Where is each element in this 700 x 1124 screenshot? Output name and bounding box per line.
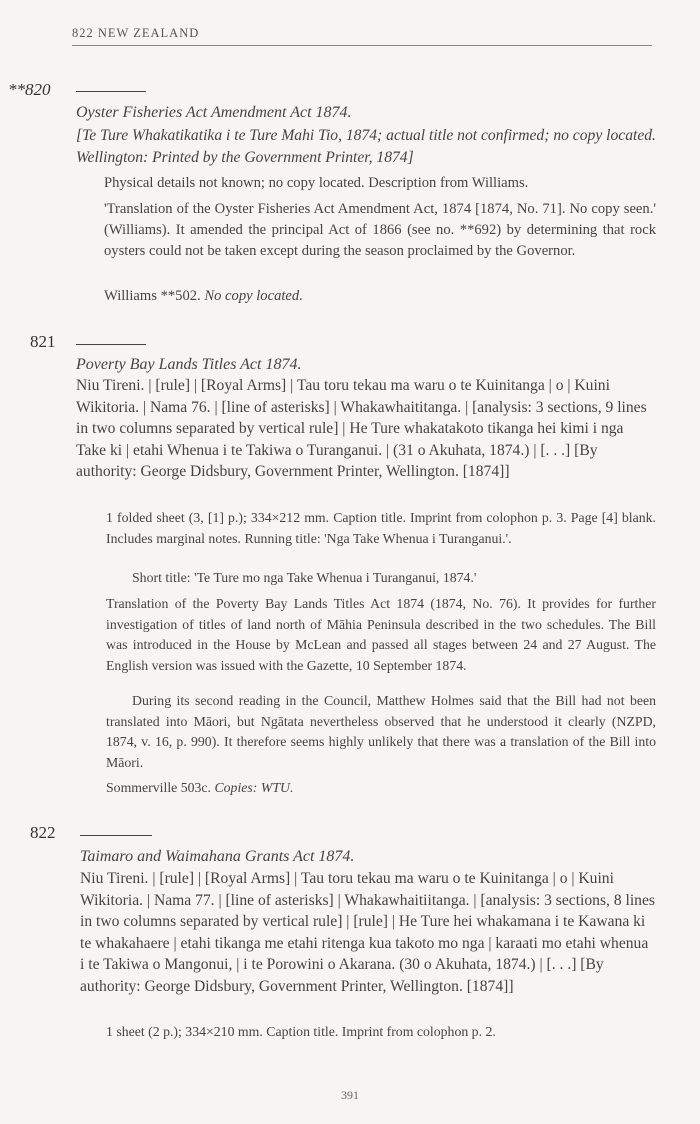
entry-rule [80,835,152,836]
short-title: Short title: 'Te Ture mo nga Take Whenua i Turanganui, 1874.' [132,570,477,585]
title-transcription: Niu Tireni. | [rule] | [Royal Arms] | Tau toru tekau ma waru o te Kuinitanga | o | Kuini Wikitoria. | Nama 76. | [line of asterisks] | Whakawhaititanga. | [analysis: 3 sections, 9 lines in two columns separated by vertical rule] | He Ture whakatakoto tikanga hei kimi i nga Take ki | etahi Whenua i te Takiwa o Turanganui. | (31 o Akuhata, 1874.) | [. . .] [By authority: George Didsbury, Government Printer, Wellington. [1874]] [76,377,647,480]
entry-note: 'Translation of the Oyster Fisheries Act Amendment Act, 1874 [1874, No. 71]. No copy seen.' (Williams). It amended the principal Act of 1866 (see no. **692) by determining that rock oysters could not be taken except during the season proclaimed by the Governor. [104,201,656,259]
reference-copies: No copy located. [204,288,303,304]
running-head: 822 NEW ZEALAND [72,26,652,46]
entry-rule [76,344,146,345]
entry-note: Translation of the Poverty Bay Lands Titles Act 1874 (1874, No. 76). It provides for further investigation of titles of land north of Māhia Peninsula described in the two schedules. The Bill was introduced in the House by McLean and passed all stages between 24 and 27 August. The English version was issued with the Gazette, 10 September 1874. [106,596,656,673]
entry-title: Taimaro and Waimahana Grants Act 1874. [80,848,355,865]
entry-title: Poverty Bay Lands Titles Act 1874. [76,356,302,373]
entry-reference [104,286,656,307]
entry-title: Oyster Fisheries Act Amendment Act 1874. [76,104,352,121]
physical-description: Physical details not known; no copy located. Description from Williams. [104,175,529,191]
physical-description: 1 folded sheet (3, [1] p.); 334×212 mm. Caption title. Imprint from colophon p. 3. Page [4] blank. Includes marginal notes. Running title: 'Nga Take Whenua i Turanganui.'. [106,510,656,546]
physical-description: 1 sheet (2 p.); 334×210 mm. Caption title. Imprint from colophon p. 2. [106,1024,496,1039]
reference-source: Sommerville 503c. [106,780,211,795]
entry-number: 821 [30,332,56,351]
entry-subtitle: [Te Ture Whakatikatika i te Ture Mahi Tio, 1874; actual title not confirmed; no copy located. Wellington: Printed by the Government Printer, 1874] [76,127,656,166]
reference-copies: Copies: WTU. [214,780,294,795]
entry-rule [76,91,146,92]
page-number: 391 [341,1088,359,1102]
reference-source: Williams **502. [104,288,201,304]
title-transcription: Niu Tireni. | [rule] | [Royal Arms] | Tau toru tekau ma waru o te Kuinitanga | o | Kuini Wikitoria. | Nama 77. | [line of asterisks] | Whakawhaitiitanga. | [analysis: 3 sections, 8 lines in two columns separated by vertical rule] | [rule] | He Ture hei whakamana i te Kawana ki te whakahaere | etahi tikanga me etahi ritenga kua takoto mo nga | karaati mo etahi whenua i te Takiwa o Mangonui, | i te Porowini o Akarana. (30 o Akuhata, 1874.) | [. . .] [By authority: George Didsbury, Government Printer, Wellington. [1874]] [80,870,655,995]
entry-number: **820 [8,80,51,99]
entry-note-2: During its second reading in the Council, Matthew Holmes said that the Bill had not been translated into Māori, but Ngātata nevertheless observed that he understood it clearly (NZPD, 1874, v. 16, p. 990). It therefore seems highly unlikely that there was a translation of the Bill into Māori. [106,693,656,770]
entry-reference [106,778,656,799]
entry-number: 822 [30,823,56,842]
